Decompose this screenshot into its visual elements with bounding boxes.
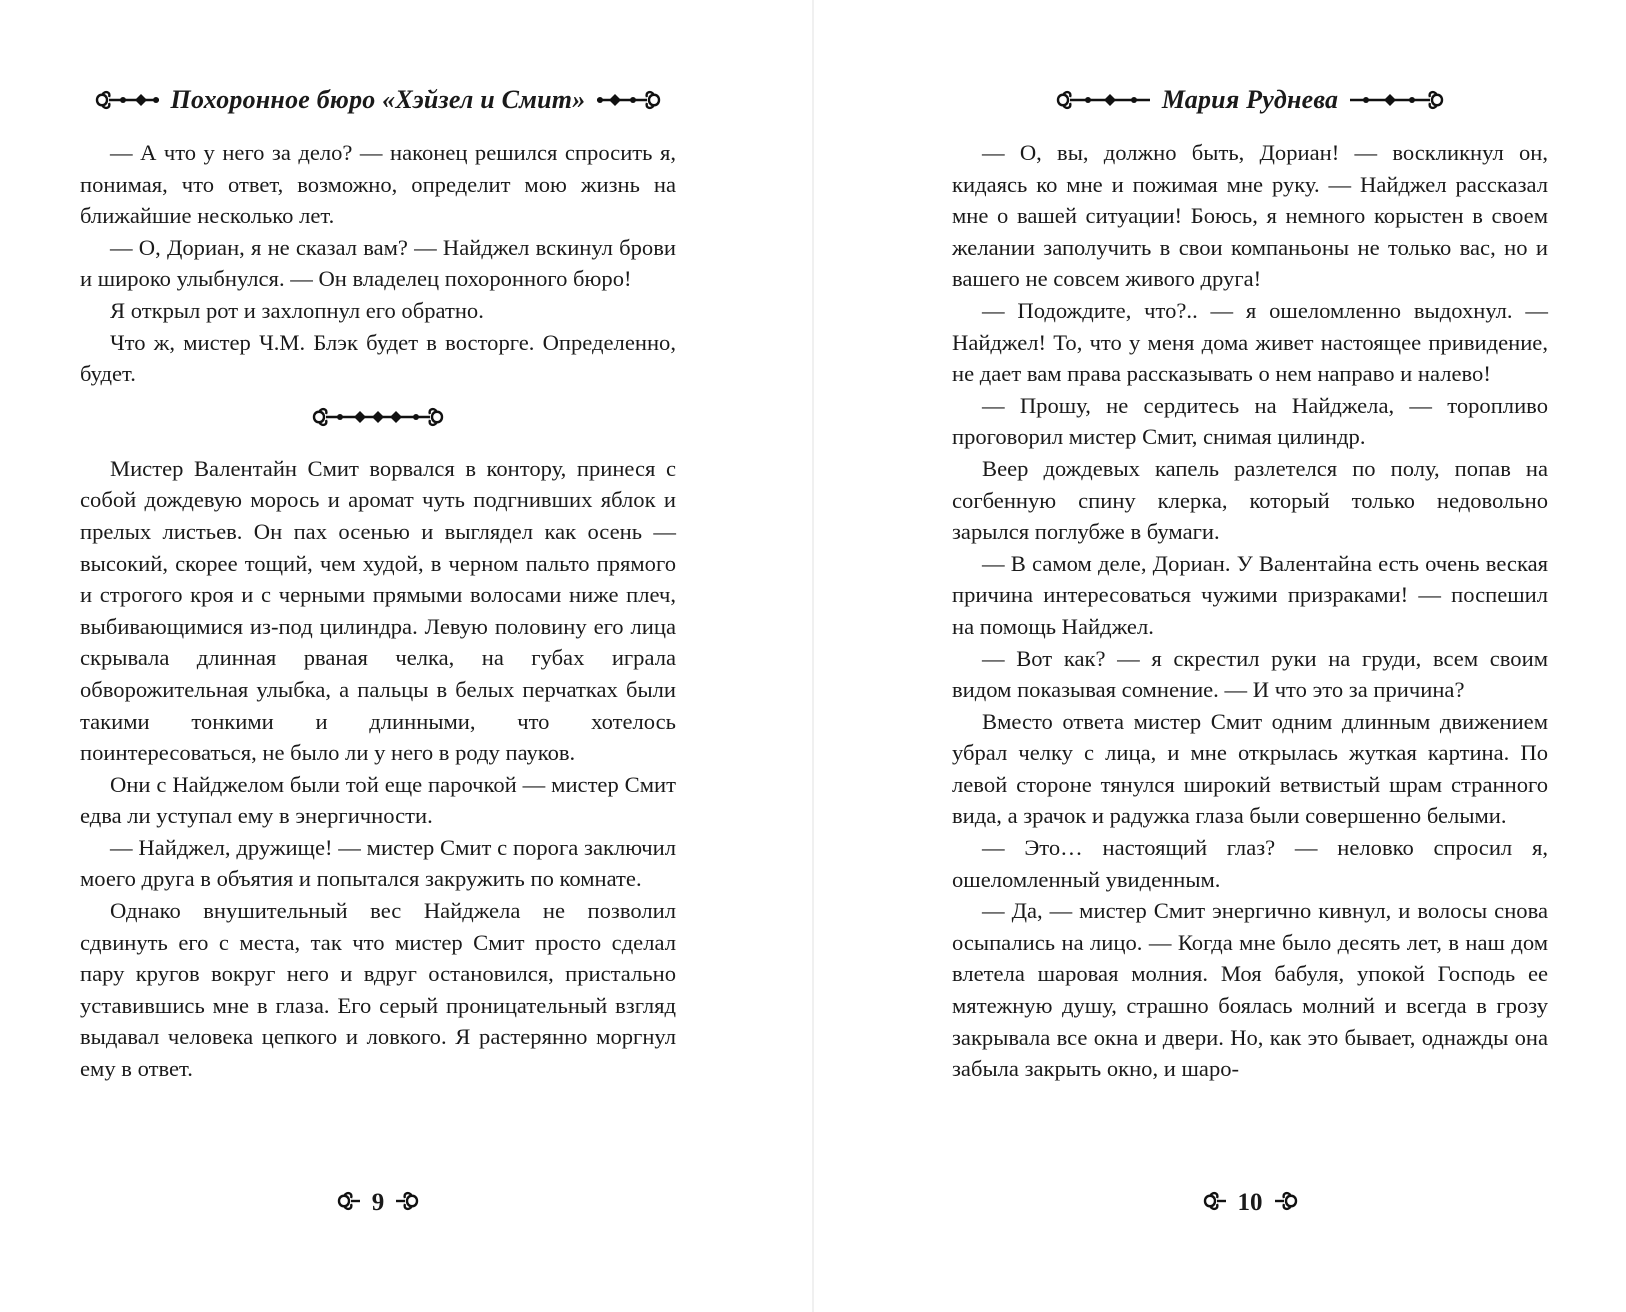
- paragraph: Что ж, мистер Ч.М. Блэк будет в восторге. Определенно, будет.: [80, 329, 676, 387]
- ornament-right-icon: [593, 87, 663, 113]
- ornament-left-icon: [93, 87, 163, 113]
- folio-ornament-right-icon: [394, 1188, 422, 1219]
- paragraph: — Это… настоящий глаз? — неловко спросил я, ошеломленный увиденным.: [952, 835, 1548, 892]
- paragraph: Однако внушительный вес Найджела не позволил сдвинуть его с места, так что мистер Смит просто сделал пару кругов вокруг него и вдруг остановился, пристально уставившись мне в глаза. Его серый проницательный взгляд выдавал человека цепкого и ловкого. Я растерянно моргнул ему в ответ.: [80, 898, 676, 1082]
- paragraph: — О, Дориан, я не сказал вам? — Найджел вскинул брови и широко улыбнулся. — Он владелец похоронного бюро!: [80, 234, 676, 292]
- right-running-head: [952, 80, 1548, 120]
- paragraph: — О, вы, должно быть, Дориан! — воскликнул он, кидаясь ко мне и пожимая мне руку. — Найджел рассказал мне о вашей ситуации! Боюсь, я немного корыстен в своем желании заполучить в свои компаньоны не только вас, но и вашего не совсем живого друга!: [952, 140, 1548, 292]
- ornament-right-icon: [1346, 87, 1446, 113]
- paragraph: — Найджел, дружище! — мистер Смит с порога заключил моего друга в объятия и попытался закружить по комнате.: [80, 834, 676, 892]
- paragraph: Они с Найджелом были той еще парочкой — мистер Смит едва ли уступал ему в энергичности.: [80, 771, 676, 829]
- left-body-text: [80, 137, 676, 1085]
- folio-ornament-right-icon: [1273, 1188, 1301, 1219]
- page-number: 9: [371, 1189, 385, 1216]
- left-page: [80, 0, 676, 1312]
- page-number: 10: [1237, 1189, 1263, 1216]
- paragraph: — Вот как? — я скрестил руки на груди, всем своим видом показывая сомнение. — И что это за причина?: [952, 645, 1548, 703]
- paragraph: Мистер Валентайн Смит ворвался в контору, принеся с собой дождевую морось и аромат чуть подгнивших яблок и прелых листьев. Он пах осенью и выглядел как осень — высокий, скорее тощий, чем худой, в черном пальто прямого и строгого кроя и с черными прямыми волосами ниже плеч, выбивающимися из-под цилиндра. Левую половину его лица скрывала длинная рваная челка, на губах играла обворожительная улыбка, а пальцы в белых перчатках были такими тонкими и длинными, что хотелось поинтересоваться, не было ли у него в роду пауков.: [80, 455, 676, 766]
- divider-ornament-icon: [308, 404, 448, 439]
- paragraph: Веер дождевых капель разлетелся по полу, попав на согбенную спину клерка, который только недовольно зарылся поглубже в бумаги.: [952, 455, 1548, 545]
- paragraph: — Да, — мистер Смит энергично кивнул, и волосы снова осыпались на лицо. — Когда мне было десять лет, в наш дом влетела шаровая молния. Моя бабуля, упокой Господь ее мятежную душу, страшно боялась молний и всегда в грозу закрывала все окна и двери. Но, как это бывает, однажды она забыла закрыть окно, и шаро-: [952, 898, 1548, 1082]
- paragraph: Я открыл рот и захлопнул его обратно.: [110, 297, 484, 323]
- paragraph: Вместо ответа мистер Смит одним длинным движением убрал челку с лица, и мне открылась жуткая картина. По левой стороне тянулся широкий ветвистый шрам странного вида, а зрачок и радужка глаза были совершенно белыми.: [952, 708, 1548, 829]
- ornament-left-icon: [1054, 87, 1154, 113]
- folio-ornament-left-icon: [1200, 1188, 1228, 1219]
- paragraph: — А что у него за дело? — наконец решился спросить я, понимая, что ответ, возможно, определит мою жизнь на ближайшие несколько лет.: [80, 140, 676, 229]
- right-body-text: [952, 137, 1548, 1085]
- section-divider: [80, 390, 676, 453]
- right-folio: [952, 1186, 1548, 1220]
- folio-ornament-left-icon: [334, 1188, 362, 1219]
- paragraph: — Прошу, не сердитесь на Найджела, — торопливо проговорил мистер Смит, снимая цилиндр.: [952, 392, 1548, 450]
- right-page: [952, 0, 1548, 1312]
- left-folio: [80, 1186, 676, 1220]
- right-running-head-title: Мария Руднева: [1161, 85, 1339, 114]
- left-running-head-title: Похоронное бюро «Хэйзел и Смит»: [170, 85, 586, 114]
- left-running-head: [80, 80, 676, 120]
- book-gutter: [812, 0, 814, 1312]
- paragraph: — Подождите, что?.. — я ошеломленно выдохнул. — Найджел! То, что у меня дома живет настоящее привидение, не дает вам права рассказывать о нем направо и налево!: [952, 297, 1548, 387]
- paragraph: — В самом деле, Дориан. У Валентайна есть очень веская причина интересоваться чужими призраками! — поспешил на помощь Найджел.: [952, 550, 1548, 639]
